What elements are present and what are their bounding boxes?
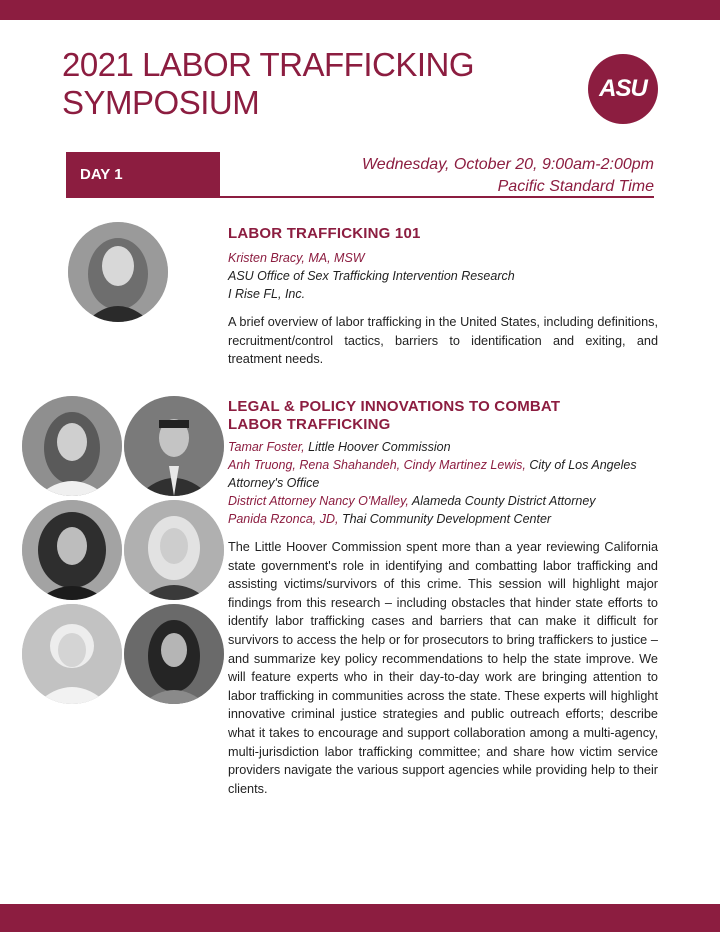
session1-title: LABOR TRAFFICKING 101 [228, 225, 421, 242]
session2-title [228, 398, 560, 434]
portrait-icon [124, 604, 224, 704]
speaker-org: Alameda County District Attorney [408, 494, 596, 508]
session1-speakers [228, 249, 658, 303]
session2-description: The Little Hoover Commission spent more than a year reviewing California state government's role in identifying and combatting labor trafficking and assisting victims/survivors of this crime. This session will highlight major findings from this research – including obstacles that hinder state efforts to identify labor trafficking cases and barriers that can make it difficult for survivors to access the help or for prosecutors to bring traffickers to justice – and summarize key policy recommendations to help the state improve. We will feature experts who in their day-to-day work are bringing attention to labor trafficking in communities across the state. These experts will highlight innovative criminal justice strategies and public outreach efforts; describe what it takes to encourage and support collaboration among a multi-agency, multi-jurisdiction labor trafficking committee; and share how victim service providers navigate the various support agencies while providing help to their clients. [228, 540, 658, 796]
session2-speaker-line [228, 456, 658, 492]
speaker-org: Thai Community Development Center [338, 512, 552, 526]
session1-description: A brief overview of labor trafficking in the United States, including definitions, recruitment/control tactics, barriers to identification and exiting, and treatment needs. [228, 315, 658, 367]
speaker-photo-4 [124, 500, 224, 600]
portrait-icon [22, 396, 122, 496]
speaker-name: Panida Rzonca, JD, [228, 512, 339, 526]
asu-logo-text: ASU [599, 75, 647, 102]
speaker-photo-1 [22, 396, 122, 496]
page-title [62, 46, 474, 122]
page-title-line2: SYMPOSIUM [62, 84, 260, 121]
session1-speaker-name: Kristen Bracy, MA, MSW [228, 251, 365, 265]
speaker-org: Little Hoover Commission [304, 440, 451, 454]
session2-speaker-line [228, 510, 658, 528]
speaker-photo-kristen-bracy [68, 222, 168, 322]
session2-title-line1: LEGAL & POLICY INNOVATIONS TO COMBAT [228, 398, 561, 415]
day-divider [66, 196, 654, 198]
session2-speaker-line [228, 492, 658, 510]
session1-affiliation1: ASU Office of Sex Trafficking Intervention Research [228, 269, 515, 283]
bottom-banner-bar [0, 904, 720, 932]
portrait-icon [124, 396, 224, 496]
top-banner-bar [0, 0, 720, 20]
portrait-icon [124, 500, 224, 600]
day-badge [66, 152, 220, 197]
portrait-icon [22, 500, 122, 600]
portrait-icon [68, 222, 168, 322]
session2-speakers [228, 438, 658, 528]
event-datetime [362, 154, 654, 198]
event-date: Wednesday, October 20, 9:00am-2:00pm [361, 156, 654, 173]
speaker-name: Anh Truong, Rena Shahandeh, Cindy Martinez Lewis, [228, 458, 526, 472]
session2-speaker-line [228, 438, 658, 456]
speaker-photo-6 [124, 604, 224, 704]
asu-logo [588, 54, 658, 124]
day-label: DAY 1 [80, 166, 123, 183]
session2-title-line2: LABOR TRAFFICKING [228, 416, 391, 433]
speaker-photo-3 [22, 500, 122, 600]
speaker-org: City of Los Angeles Attorney's Office [228, 458, 637, 490]
page-title-line1: 2021 LABOR TRAFFICKING [62, 46, 475, 83]
session1-affiliation2: I Rise FL, Inc. [228, 287, 306, 301]
speaker-photo-2 [124, 396, 224, 496]
event-timezone: Pacific Standard Time [497, 178, 654, 195]
portrait-icon [22, 604, 122, 704]
speaker-name: Tamar Foster, [228, 440, 305, 454]
speaker-name: District Attorney Nancy O'Malley, [228, 494, 409, 508]
speaker-photo-5 [22, 604, 122, 704]
